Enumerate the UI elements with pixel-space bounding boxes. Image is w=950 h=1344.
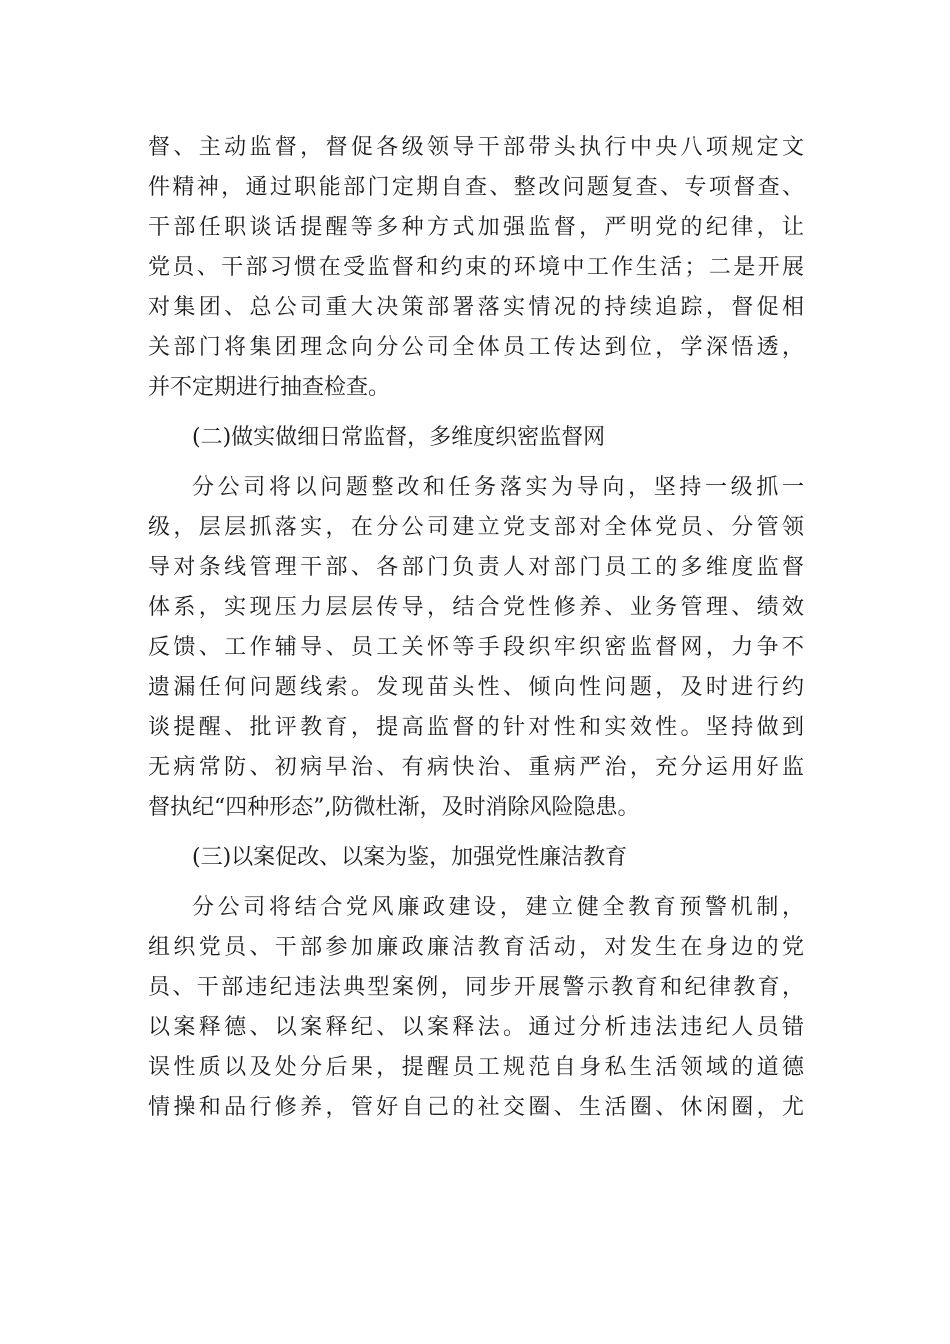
text-line: 干部任职谈话提醒等多种方式加强监督，严明党的纪律，让 — [148, 215, 804, 240]
text-line: 对集团、总公司重大决策部署落实情况的持续追踪，督促相 — [148, 295, 804, 320]
text-line: 并不定期进行抽查检查。 — [148, 375, 391, 400]
text-line: 谈提醒、批评教育，提高监督的针对性和实效性。坚持做到 — [148, 715, 804, 740]
text-line: 级，层层抓落实，在分公司建立党支部对全体党员、分管领 — [148, 515, 804, 540]
heading-text: (二)做实做细日常监督，多维度织密监督网 — [192, 425, 606, 450]
text-line: 党员、干部习惯在受监督和约束的环境中工作生活；二是开展 — [148, 255, 804, 280]
text-line: 导对条线管理干部、各部门负责人对部门员工的多维度监督 — [148, 555, 804, 580]
section-heading-3 — [148, 838, 804, 878]
text-line: 关部门将集团理念向分公司全体员工传达到位，学深悟透， — [148, 335, 804, 360]
text-line: 误性质以及处分后果，提醒员工规范自身私生活领域的道德 — [148, 1055, 804, 1080]
text-line: 情操和品行修养，管好自己的社交圈、生活圈、休闲圈，尤 — [148, 1095, 804, 1120]
text-line: 无病常防、初病早治、有病快治、重病严治，充分运用好监 — [148, 755, 804, 780]
heading-text: (三)以案促改、以案为鉴，加强党性廉洁教育 — [192, 845, 628, 870]
paragraph-case-education — [148, 888, 804, 1128]
text-line: 督、主动监督，督促各级领导干部带头执行中央八项规定文 — [148, 135, 804, 160]
text-line: 员、干部违纪违法典型案例，同步开展警示教育和纪律教育， — [148, 975, 804, 1000]
text-line: 件精神，通过职能部门定期自查、整改问题复查、专项督查、 — [148, 175, 804, 200]
text-line: 分公司将以问题整改和任务落实为导向，坚持一级抓一 — [192, 475, 804, 500]
text-line: 以案释德、以案释纪、以案释法。通过分析违法违纪人员错 — [148, 1015, 804, 1040]
paragraph-daily-supervision — [148, 468, 804, 828]
section-heading-2 — [148, 418, 804, 458]
text-line: 督执纪“四种形态”,防微杜渐，及时消除风险隐患。 — [148, 795, 640, 820]
text-line: 分公司将结合党风廉政建设，建立健全教育预警机制， — [192, 895, 804, 920]
text-line: 体系，实现压力层层传导，结合党性修养、业务管理、绩效 — [148, 595, 804, 620]
document-page — [148, 128, 804, 1138]
text-line: 组织党员、干部参加廉政廉洁教育活动，对发生在身边的党 — [148, 935, 804, 960]
text-line: 遗漏任何问题线索。发现苗头性、倾向性问题，及时进行约 — [148, 675, 804, 700]
text-line: 反馈、工作辅导、员工关怀等手段织牢织密监督网，力争不 — [148, 635, 804, 660]
paragraph-continuation — [148, 128, 804, 408]
